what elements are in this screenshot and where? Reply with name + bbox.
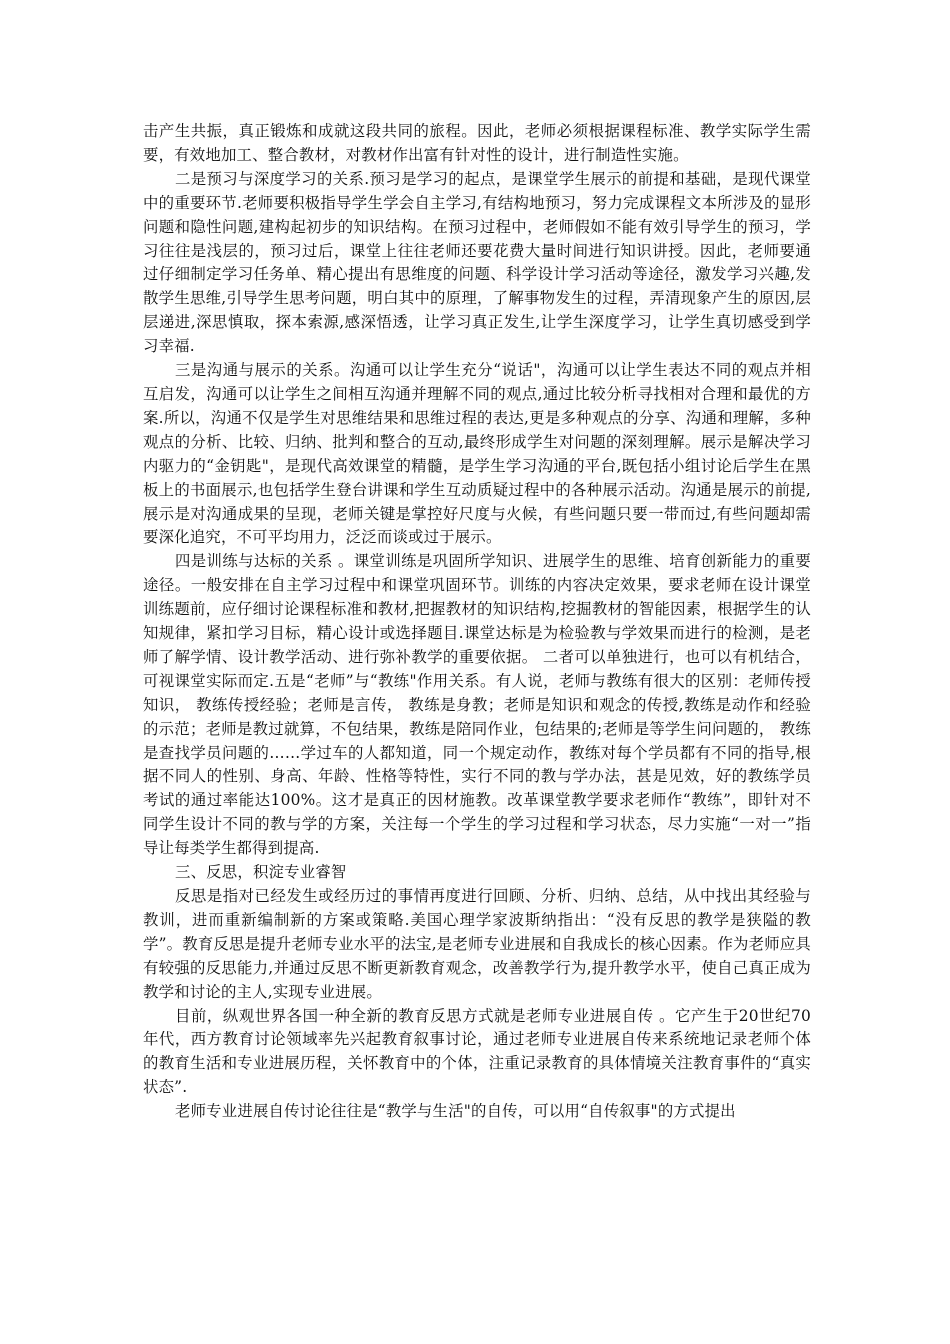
- paragraph-continuation: 击产生共振，真正锻炼和成就这段共同的旅程。因此，老师必须根据课程标准、教学实际学生需要，有效地加工、整合教材，对教材作出富有针对性的设计，进行制造性实施。: [143, 122, 811, 164]
- paragraph-training-and-standards: 四是训练与达标的关系 。课堂训练是巩固所学知识、进展学生的思维、培育创新能力的重要途径。一般安排在自主学习过程中和课堂巩固环节。训练的内容决定效果，要求老师在设计课堂训练题前，应仔细讨论课程标准和教材,把握教材的知识结构,挖掘教材的智能因素，根据学生的认知规律，紧扣学习目标，精心设计或选择题目.课堂达标是为检验教与学效果而进行的检测，是老师了解学情、设计教学活动、进行弥补教学的重要依据。 二者可以单独进行，也可以有机结合，可视课堂实际而定.五是“老师”与“教练"作用关系。有人说，老师与教练有很大的区别：老师传授知识， 教练传授经验；老师是言传， 教练是身教；老师是知识和观念的传授,教练是动作和经验的示范；老师是教过就算，不包结果，教练是陪同作业，包结果的;老师是等学生问问题的， 教练是查找学员问题的……学过车的人都知道，同一个规定动作，教练对每个学员都有不同的指导,根据不同人的性别、身高、年龄、性格等特性，实行不同的教与学办法，甚是见效，好的教练学员考试的通过率能达100%。这才是真正的因材施教。改革课堂教学要求老师作“教练”，即针对不同学生设计不同的教与学的方案，关注每一个学生的学习过程和学习状态，尽力实施“一对一”指导让每类学生都得到提高.: [143, 552, 811, 858]
- paragraph-teacher-autobiography: 目前，纵观世界各国一种全新的教育反思方式就是老师专业进展自传 。它产生于20世纪70年代，西方教育讨论领域率先兴起教育叙事讨论，通过老师专业进展自传来系统地记录老师个体的教育生活和专业进展历程，关怀教育中的个体，注重记录教育的具体情境关注教育事件的“真实状态”.: [143, 1006, 811, 1097]
- document-body: [143, 120, 811, 1124]
- paragraph-communication-and-display: 三是沟通与展示的关系。沟通可以让学生充分“说话"，沟通可以让学生表达不同的观点并相互启发，沟通可以让学生之间相互沟通并理解不同的观点,通过比较分析寻找相对合理和最优的方案.所以，沟通不仅是学生对思维结果和思维过程的表达,更是多种观点的分享、沟通和理解，多种观点的分析、比较、归纳、批判和整合的互动,最终形成学生对问题的深刻理解。展示是解决学习内驱力的“金钥匙"，是现代高效课堂的精髓，是学生学习沟通的平台,既包括小组讨论后学生在黑板上的书面展示,也包括学生登台讲课和学生互动质疑过程中的各种展示活动。沟通是展示的前提,展示是对沟通成果的呈现，老师关键是掌控好尺度与火候，有些问题只要一带而过,有些问题却需要深化追究，不可平均用力，泛泛而谈或过于展示。: [143, 361, 811, 547]
- paragraph-preview-and-deep-learning: 二是预习与深度学习的关系.预习是学习的起点，是课堂学生展示的前提和基础，是现代课堂中的重要环节.老师要积极指导学生学会自主学习,有结构地预习，努力完成课程文本所涉及的显形问题和隐性问题,建构起初步的知识结构。在预习过程中，老师假如不能有效引导学生的预习，学习往往是浅层的，预习过后，课堂上往往老师还要花费大量时间进行知识讲授。因此，老师要通过仔细制定学习任务单、精心提出有思维度的问题、科学设计学习活动等途径，激发学习兴趣,发散学生思维,引导学生思考问题，明白其中的原理，了解事物发生的过程，弄清现象产生的原因,层层递进,深思慎取，探本索源,感深悟透，让学习真正发生,让学生深度学习，让学生真切感受到学习幸福.: [143, 169, 811, 356]
- section-heading-reflection: 三、反思，积淀专业睿智: [175, 863, 347, 882]
- paragraph-reflection-definition: 反思是指对已经发生或经历过的事情再度进行回顾、分析、归纳、总结，从中找出其经验与教训，进而重新编制新的方案或策略.美国心理学家波斯纳指出：“没有反思的教学是狭隘的教学”。教育反思是提升老师专业水平的法宝,是老师专业进展和自我成长的核心因素。作为老师应具有较强的反思能力,并通过反思不断更新教育观念，改善教学行为,提升教学水平，使自己真正成为教学和讨论的主人,实现专业进展。: [143, 887, 811, 1001]
- paragraph-autobiography-research: 老师专业进展自传讨论往往是“教学与生活"的自传，可以用“自传叙事"的方式提出: [175, 1102, 736, 1121]
